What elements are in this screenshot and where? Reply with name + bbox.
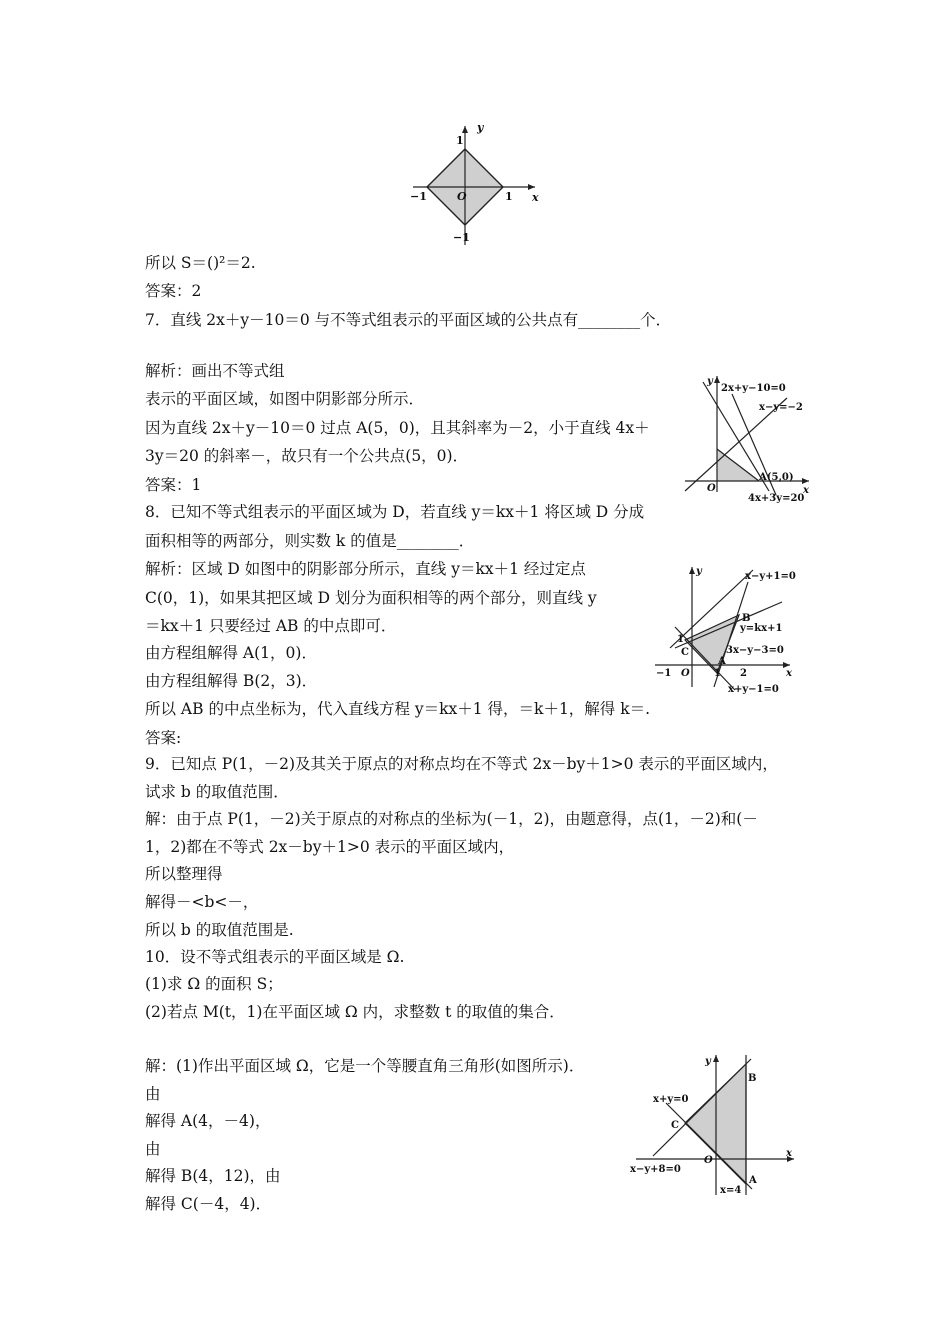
label-2x-y-10: 2x+y−10=0 (721, 383, 786, 394)
text-line: 由方程组解得 A(1，0)． (145, 644, 317, 662)
label-x-y-8: x−y+8=0 (630, 1164, 681, 1175)
origin-label: O (457, 190, 467, 203)
label-point-a: A (718, 656, 726, 667)
figure-diamond (405, 120, 545, 255)
text-line: 由 (145, 1085, 161, 1103)
text-line: 解得 A(4，－4)， (145, 1112, 271, 1130)
text-line: 解得－<b<－， (145, 893, 259, 911)
label-point-a: A (749, 1175, 757, 1186)
tick-label-2: 2 (740, 668, 747, 679)
label-x-y-minus1: x+y−1=0 (728, 684, 779, 695)
text-line: 试求 b 的取值范围． (145, 783, 289, 801)
text-line: 由 (145, 1140, 161, 1158)
label-y-1: 1 (677, 634, 684, 645)
x-axis-label: x (803, 485, 809, 496)
tick-label-neg1: −1 (656, 668, 672, 679)
figure-problem7 (683, 370, 818, 505)
label-x-4: x=4 (720, 1185, 742, 1196)
text-line: 解析：画出不等式组 (145, 362, 285, 380)
text-line: 所以 b 的取值范围是. (145, 921, 294, 939)
text-line: 解：由于点 P(1，－2)关于原点的对称点的坐标为(－1，2)，由题意得，点(1，－2)和(－ (145, 810, 758, 828)
text-line: (2)若点 M(t，1)在平面区域 Ω 内，求整数 t 的取值的集合． (145, 1003, 565, 1021)
text-line: 答案：1 (145, 476, 202, 494)
label-point-c: C (681, 647, 689, 658)
text-line: 所以 AB 的中点坐标为，代入直线方程 y＝kx＋1 得，＝k＋1，解得 k＝. (145, 700, 651, 718)
y-axis-label: y (707, 376, 713, 387)
text-line: 面积相等的两部分，则实数 k 的值是________． (145, 532, 475, 550)
tick-label-x-right: 1 (505, 190, 513, 203)
text-line: 所以整理得 (145, 865, 223, 883)
text-line: (1)求 Ω 的面积 S； (145, 975, 283, 993)
question-8: 8．已知不等式组表示的平面区域为 D，若直线 y＝kx＋1 将区域 D 分成 (145, 503, 645, 521)
label-point-b: B (748, 1073, 757, 1084)
origin-label: O (707, 483, 716, 494)
text-line: 解得 B(4，12)，由 (145, 1167, 281, 1185)
text-line: 1，2)都在不等式 2x－by＋1>0 表示的平面区域内， (145, 838, 515, 856)
label-point-a: A(5,0) (759, 472, 794, 483)
y-axis-label: y (696, 566, 702, 577)
text-line: 因为直线 2x＋y－10＝0 过点 A(5，0)，且其斜率为－2，小于直线 4x＋ (145, 419, 650, 437)
origin-label: O (681, 668, 690, 679)
label-x-y-0: x+y=0 (653, 1094, 689, 1105)
text-line: 答案: (145, 729, 182, 747)
text-line: 答案：2 (145, 282, 202, 300)
x-axis-label: x (532, 191, 539, 204)
figure-problem10 (628, 1050, 803, 1200)
label-point-c: C (671, 1120, 679, 1131)
tick-label-x-left: −1 (410, 190, 427, 203)
text-line: 解析：区域 D 如图中的阴影部分所示，直线 y＝kx＋1 经过定点 (145, 560, 586, 578)
figure-problem8 (650, 562, 800, 702)
text-line: 3y＝20 的斜率－，故只有一个公共点(5，0)． (145, 447, 469, 465)
tick-label-y-bottom: −1 (453, 231, 470, 244)
text-line: ＝kx＋1 只要经过 AB 的中点即可． (145, 617, 397, 635)
x-axis-label: x (786, 1148, 792, 1159)
label-3x-y-3: 3x−y−3=0 (726, 645, 784, 656)
label-point-b: B (742, 613, 751, 624)
y-axis-label: y (477, 121, 484, 134)
origin-label: O (704, 1155, 713, 1166)
text-line: 解：(1)作出平面区域 Ω，它是一个等腰直角三角形(如图所示)． (145, 1057, 585, 1075)
label-x-y-neg2: x−y=−2 (759, 402, 803, 413)
text-line: 所以 S＝()²＝2. (145, 254, 256, 272)
tick-label-y-top: 1 (456, 134, 464, 147)
y-axis-label: y (705, 1056, 711, 1067)
question-7: 7．直线 2x＋y－10＝0 与不等式组表示的平面区域的公共点有________个． (145, 311, 672, 329)
question-9: 9．已知点 P(1，－2)及其关于原点的对称点均在不等式 2x－by＋1>0 表示的平面区域内， (145, 755, 778, 773)
text-line: 解得 C(－4，4)． (145, 1195, 272, 1213)
text-line: 由方程组解得 B(2，3)． (145, 672, 318, 690)
x-axis-label: x (786, 668, 792, 679)
text-line: 表示的平面区域，如图中阴影部分所示． (145, 390, 425, 408)
label-kx-1: y=kx+1 (740, 623, 783, 634)
question-10: 10．设不等式组表示的平面区域是 Ω. (145, 948, 405, 966)
label-4x-3y-20: 4x+3y=20 (748, 493, 805, 504)
tick-label-1: 1 (714, 668, 721, 679)
label-x-y-1: x−y+1=0 (745, 571, 796, 582)
text-line: C(0，1)，如果其把区域 D 划分为面积相等的两个部分，则直线 y (145, 589, 597, 607)
